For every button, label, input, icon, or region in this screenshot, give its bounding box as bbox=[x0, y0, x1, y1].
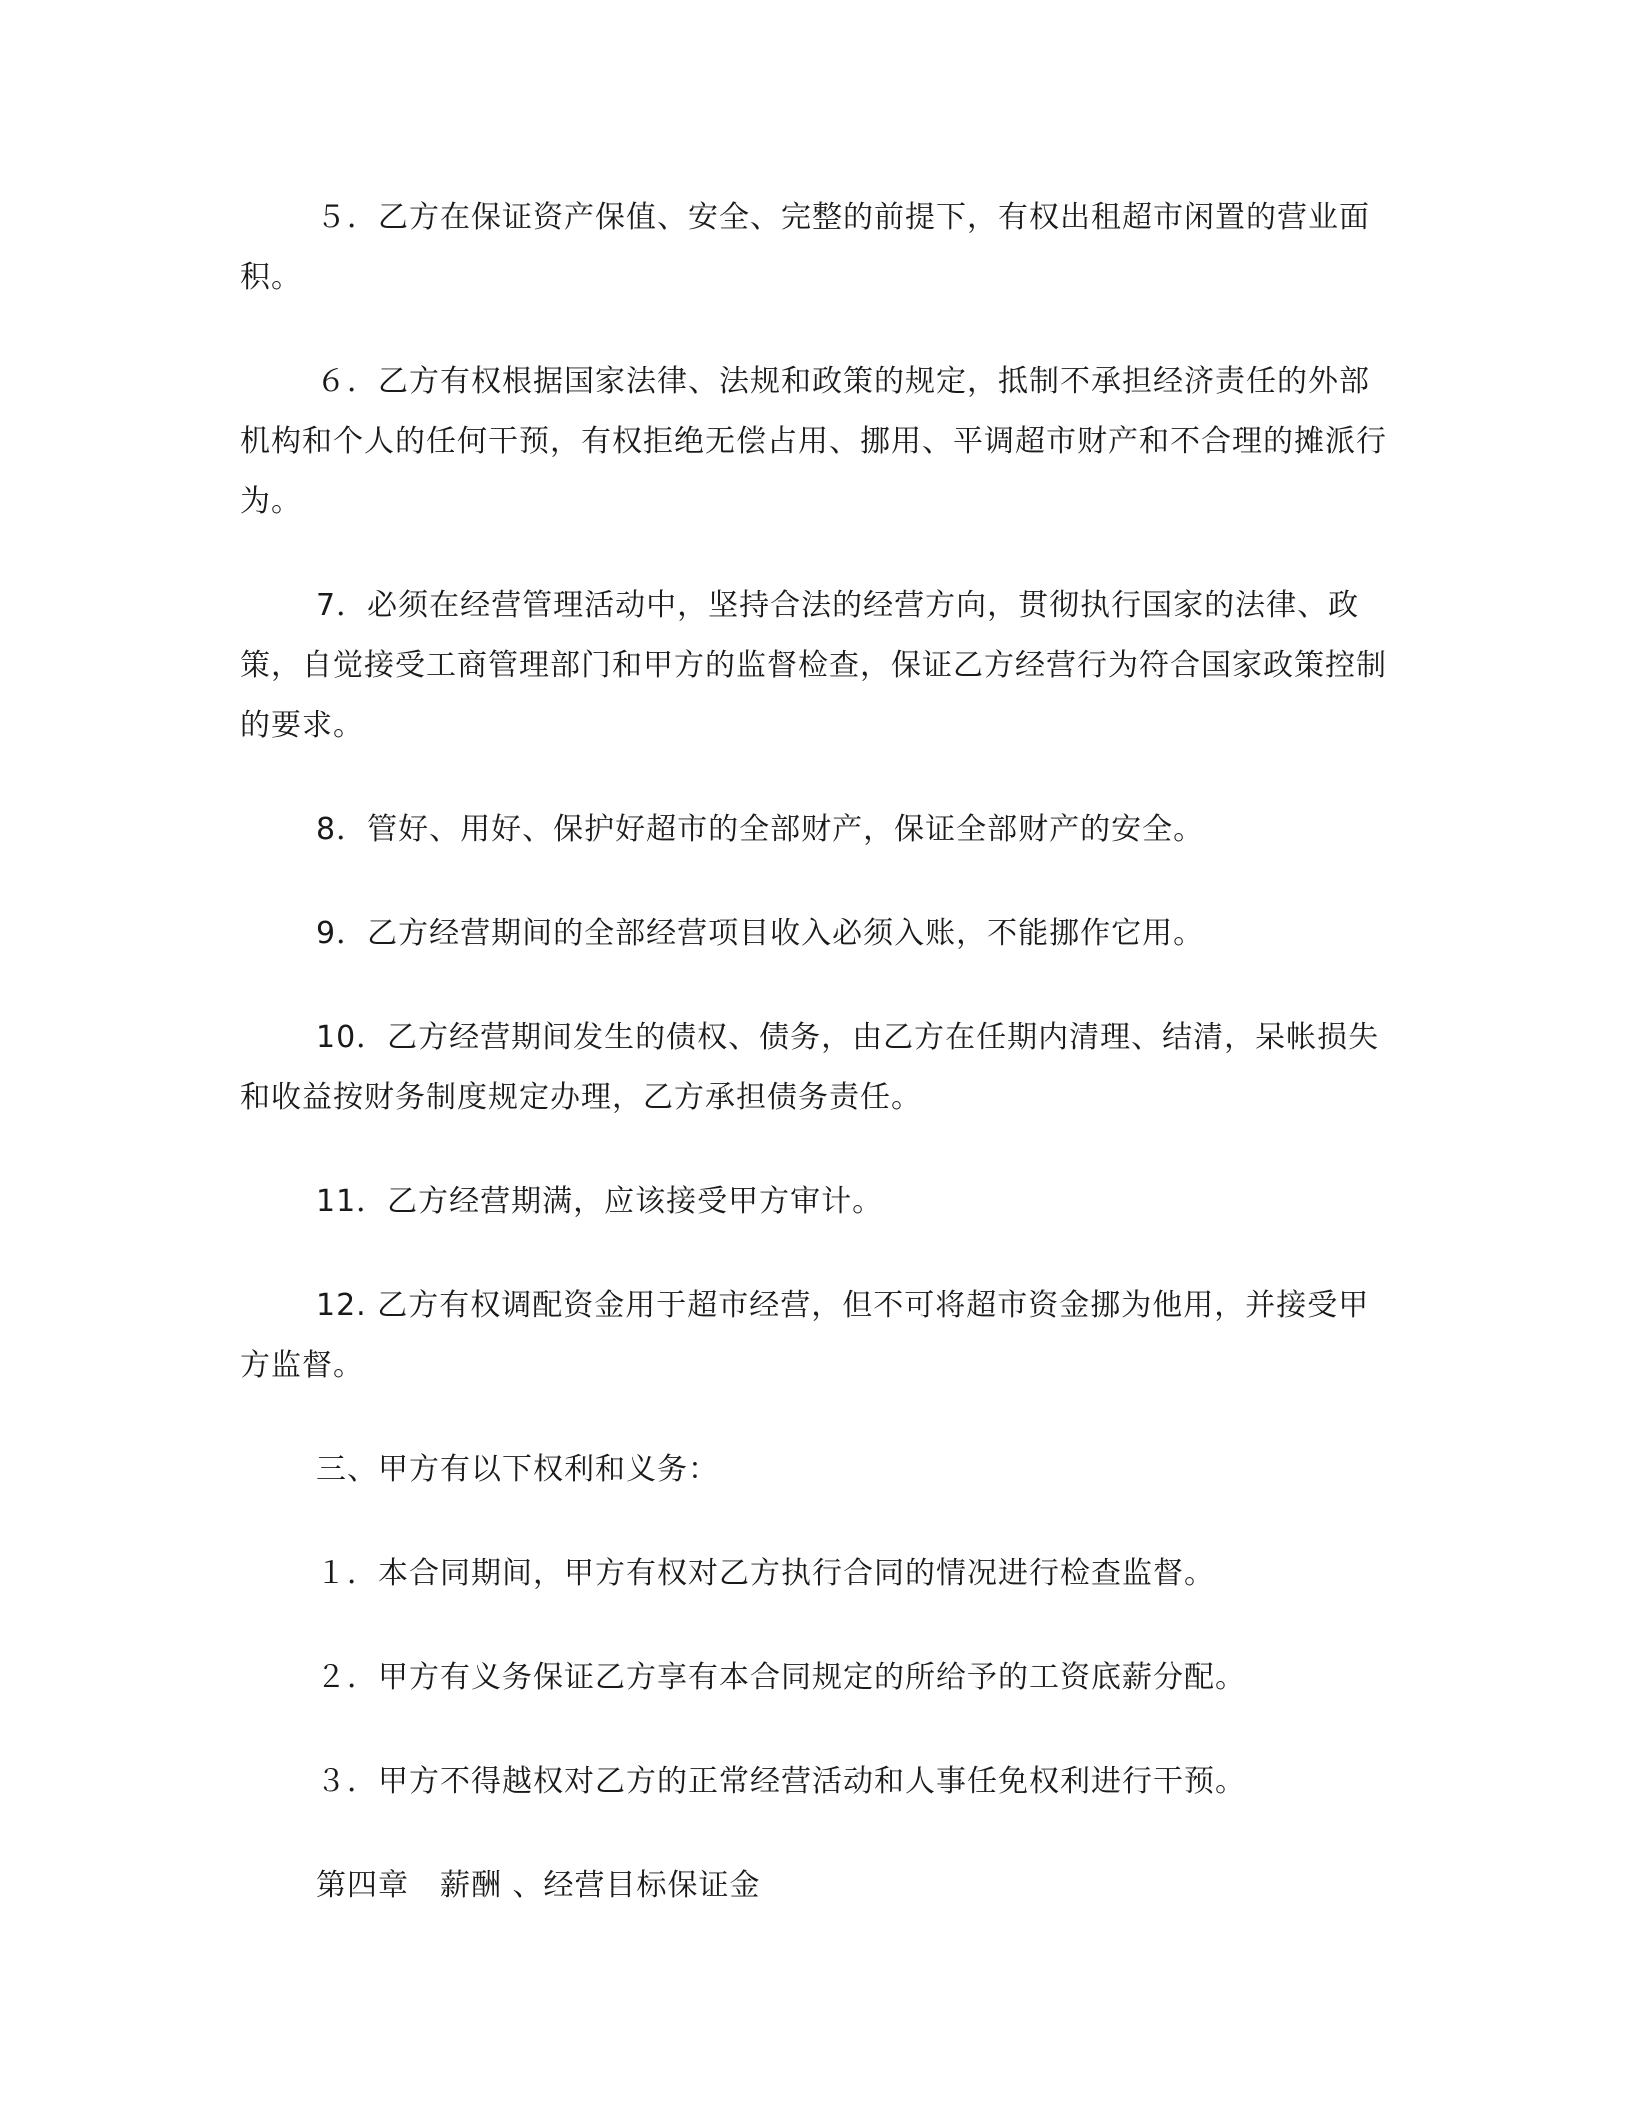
document-body bbox=[240, 188, 1392, 1960]
party-a-clause-1: １．本合同期间，甲方有权对乙方执行合同的情况进行检查监督。 bbox=[316, 1556, 1215, 1591]
clause-8: 8．管好、用好、保护好超市的全部财产，保证全部财产的安全。 bbox=[316, 812, 1205, 847]
clause-5: ５．乙方在保证资产保值、安全、完整的前提下，有权出租超市闲置的营业面积。 bbox=[240, 200, 1370, 295]
party-a-clause-2: ２．甲方有义务保证乙方享有本合同规定的所给予的工资底薪分配。 bbox=[316, 1660, 1246, 1695]
section-heading-party-a-rights: 三、甲方有以下权利和义务： bbox=[316, 1452, 719, 1487]
clause-10: 10．乙方经营期间发生的债权、债务，由乙方在任期内清理、结清，呆帐损失和收益按财务制度规定办理，乙方承担债务责任。 bbox=[240, 1020, 1380, 1115]
chapter-four-heading: 第四章 薪酬 、经营目标保证金 bbox=[316, 1868, 761, 1903]
clause-9: 9．乙方经营期间的全部经营项目收入必须入账，不能挪作它用。 bbox=[316, 916, 1205, 951]
clause-11: 11．乙方经营期满，应该接受甲方审计。 bbox=[316, 1184, 884, 1219]
clause-7: 7．必须在经营管理活动中，坚持合法的经营方向，贯彻执行国家的法律、政策，自觉接受工商管理部门和甲方的监督检查，保证乙方经营行为符合国家政策控制的要求。 bbox=[240, 588, 1387, 743]
party-a-clause-3: ３．甲方不得越权对乙方的正常经营活动和人事任免权利进行干预。 bbox=[316, 1764, 1246, 1799]
clause-12: 12. 乙方有权调配资金用于超市经营，但不可将超市资金挪为他用，并接受甲方监督。 bbox=[240, 1288, 1370, 1383]
clause-6: ６．乙方有权根据国家法律、法规和政策的规定，抵制不承担经济责任的外部机构和个人的任何干预，有权拒绝无偿占用、挪用、平调超市财产和不合理的摊派行为。 bbox=[240, 364, 1387, 519]
